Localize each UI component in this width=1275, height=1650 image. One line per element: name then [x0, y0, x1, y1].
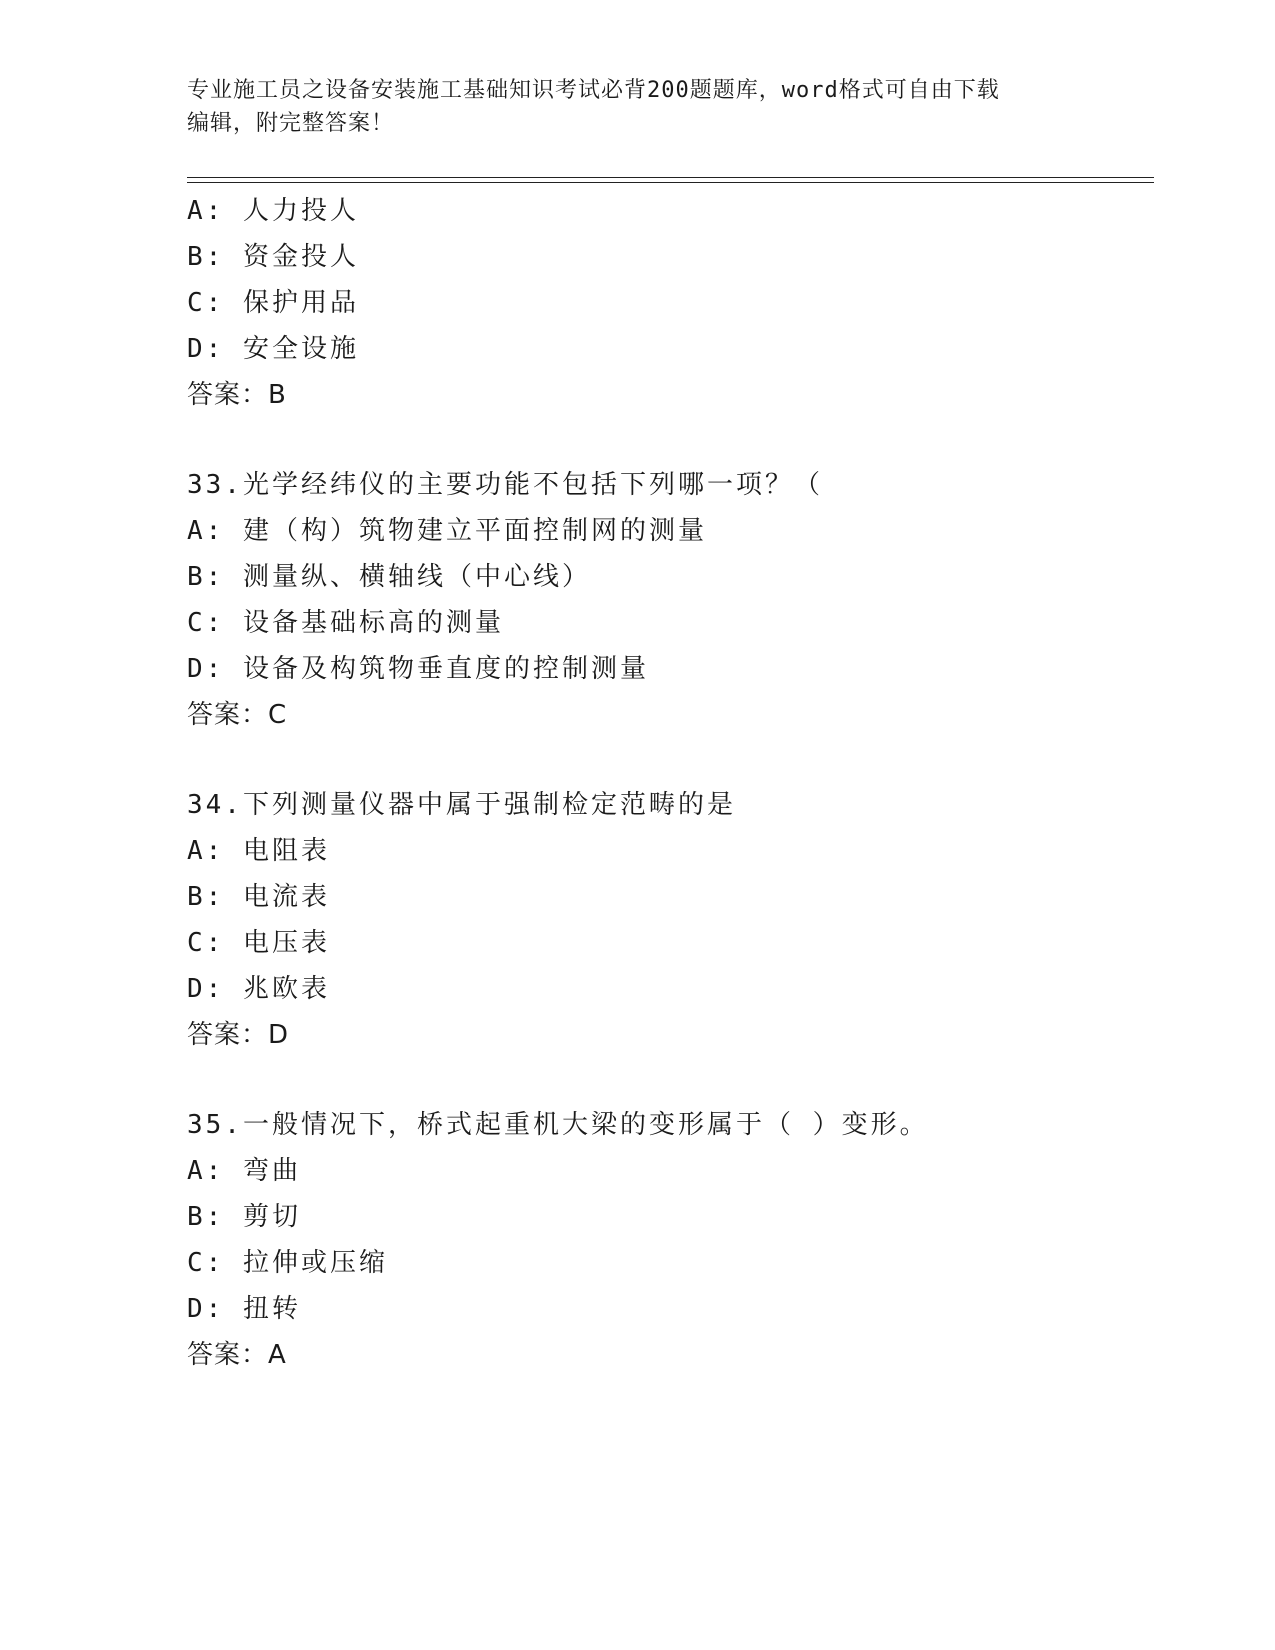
option-c: C: 保护用品: [187, 288, 359, 318]
option-a: A: 建（构）筑物建立平面控制网的测量: [187, 516, 707, 546]
answer-line: 答案：B: [187, 380, 287, 410]
answer-line: 答案：D: [187, 1020, 290, 1050]
question-text: 35.一般情况下，桥式起重机大梁的变形属于（ ）变形。: [187, 1110, 929, 1140]
question-list: [187, 188, 1147, 1378]
option-d: D: 设备及构筑物垂直度的控制测量: [187, 654, 649, 684]
header-line-1: 专业施工员之设备安装施工基础知识考试必背200题题库，word格式可自由下载: [187, 78, 1000, 103]
answer-line: 答案：C: [187, 700, 288, 730]
option-d: D: 扭转: [187, 1294, 301, 1324]
option-b: B: 测量纵、横轴线（中心线）: [187, 562, 591, 592]
option-b: B: 电流表: [187, 882, 330, 912]
header-rule-bottom: [187, 182, 1154, 183]
header-rule-top: [187, 177, 1154, 178]
header-line-2: 编辑，附完整答案！: [187, 111, 395, 136]
spacer: [187, 1058, 1147, 1102]
question-block-32: [187, 188, 1147, 418]
option-a: A: 人力投人: [187, 196, 359, 226]
option-a: A: 弯曲: [187, 1156, 301, 1186]
option-b: B: 剪切: [187, 1202, 301, 1232]
question-text: 33.光学经纬仪的主要功能不包括下列哪一项？（: [187, 470, 823, 500]
question-block-35: [187, 1102, 1147, 1378]
document-header: [187, 74, 1087, 140]
question-block-34: [187, 782, 1147, 1058]
question-block-33: [187, 462, 1147, 738]
option-c: C: 电压表: [187, 928, 330, 958]
question-text: 34.下列测量仪器中属于强制检定范畴的是: [187, 790, 736, 820]
option-d: D: 兆欧表: [187, 974, 330, 1004]
option-d: D: 安全设施: [187, 334, 359, 364]
answer-line: 答案：A: [187, 1340, 287, 1370]
spacer: [187, 418, 1147, 462]
option-c: C: 拉伸或压缩: [187, 1248, 388, 1278]
option-c: C: 设备基础标高的测量: [187, 608, 504, 638]
option-a: A: 电阻表: [187, 836, 330, 866]
spacer: [187, 738, 1147, 782]
option-b: B: 资金投人: [187, 242, 359, 272]
